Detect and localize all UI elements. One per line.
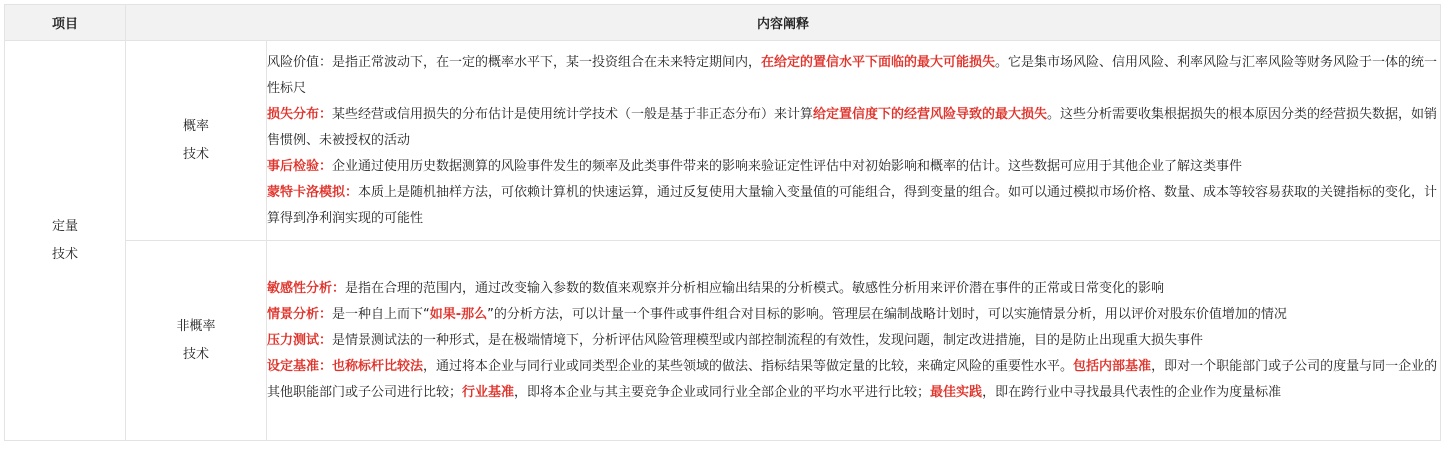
group-content-cell <box>267 241 1441 441</box>
item-highlight: 如果-那么 <box>429 306 488 322</box>
group-name-line-1: 概率 <box>182 118 209 134</box>
group-name-cell <box>126 41 267 241</box>
item-body: 某些经营或信用损失的分布估计是使用统计学技术（一般是基于非正态分布）来计算 <box>332 106 814 122</box>
item-highlight: 最佳实践 <box>930 384 983 400</box>
item-body: 本质上是随机抽样方法，可依赖计算机的快速运算，通过反复使用大量输入变量值的可能组合，得到变量的组合。如可以通过模拟市场价格、数量、成本等较容易获取的关键指标的变化，计算得到净利润实现的可能性 <box>267 184 1438 226</box>
item-benchmarking <box>267 354 1440 406</box>
item-term: 设定基准： <box>267 358 333 374</box>
item-loss-distribution <box>267 102 1440 154</box>
item-term: 情景分析： <box>267 306 333 322</box>
category-line-1: 定量 <box>51 218 78 234</box>
group-content-cell <box>267 41 1441 241</box>
item-body: ，即在跨行业中寻找最具代表性的企业作为度量标准 <box>982 384 1282 400</box>
item-term: 敏感性分析： <box>267 280 346 296</box>
item-highlight: 给定置信度下的经营风险导致的最大损失 <box>813 106 1048 122</box>
header-content: 内容阐释 <box>126 5 1441 41</box>
group-name-line-1: 非概率 <box>176 318 216 334</box>
item-term: 蒙特卡洛模拟： <box>267 184 359 200</box>
item-body: 是指在合理的范围内，通过改变输入参数的数值来观察并分析相应输出结果的分析模式。敏感性分析用来评价潜在事件的正常或日常变化的影响 <box>345 280 1165 296</box>
item-term: 损失分布： <box>267 106 333 122</box>
item-body: ”的分析方法，可以计量一个事件或事件组合对目标的影响。管理层在编制战略计划时，可以实施情景分析，用以评价对股东价值增加的情况 <box>487 306 1287 322</box>
item-body: 。这些分析需要收集根据损失的根本原因分类的经营损失数据，如销售惯例、未被授权的活动 <box>267 106 1438 148</box>
item-term: 压力测试： <box>267 332 333 348</box>
group-name-line-2: 技术 <box>182 146 209 162</box>
item-term: 风险价值： <box>267 54 333 70</box>
item-body: 是情景测试法的一种形式，是在极端情境下，分析评估风险管理模型或内部控制流程的有效性，发现问题，制定改进措施，目的是防止出现重大损失事件 <box>332 332 1204 348</box>
item-stress-test <box>267 328 1440 354</box>
group-row-non-probability <box>5 241 1441 441</box>
item-body: 。它是集市场风险、信用风险、利率风险与汇率风险等财务风险于一体的统一性标尺 <box>267 54 1438 96</box>
item-body: ，即对一个职能部门或子公司的度量与同一企业的其他职能部门或子公司进行比较； <box>267 358 1438 400</box>
item-sensitivity <box>267 276 1440 302</box>
item-body: 企业通过使用历史数据测算的风险事件发生的频率及此类事件带来的影响来验证定性评估中对初始影响和概率的估计。这些数据可应用于其他企业了解这类事件 <box>332 158 1243 174</box>
item-body: 是指正常波动下，在一定的概率水平下，某一投资组合在未来特定期间内， <box>332 54 762 70</box>
item-backtesting <box>267 154 1440 180</box>
header-item: 项目 <box>5 5 126 41</box>
item-highlight: 在给定的置信水平下面临的最大可能损失 <box>761 54 996 70</box>
item-scenario <box>267 302 1440 328</box>
item-var <box>267 50 1440 102</box>
item-highlight: 行业基准 <box>462 384 515 400</box>
item-body: ，通过将本企业与同行业或同类型企业的某些领域的做法、指标结果等做定量的比较，来确定风险的重要性水平。 <box>423 358 1074 374</box>
item-term: 事后检验： <box>267 158 333 174</box>
item-highlight: 包括内部基准 <box>1073 358 1152 374</box>
content-table <box>4 4 1441 441</box>
group-name-line-2: 技术 <box>182 346 209 362</box>
header-row <box>5 5 1441 41</box>
item-body: 是一种自上而下“ <box>332 306 430 322</box>
category-line-2: 技术 <box>51 246 78 262</box>
group-name-cell <box>126 241 267 441</box>
item-highlight: 也称标杆比较法 <box>332 358 424 374</box>
category-cell <box>5 41 126 441</box>
item-monte-carlo <box>267 180 1440 232</box>
item-body: ，即将本企业与其主要竞争企业或同行业全部企业的平均水平进行比较； <box>514 384 931 400</box>
group-row-probability <box>5 41 1441 241</box>
